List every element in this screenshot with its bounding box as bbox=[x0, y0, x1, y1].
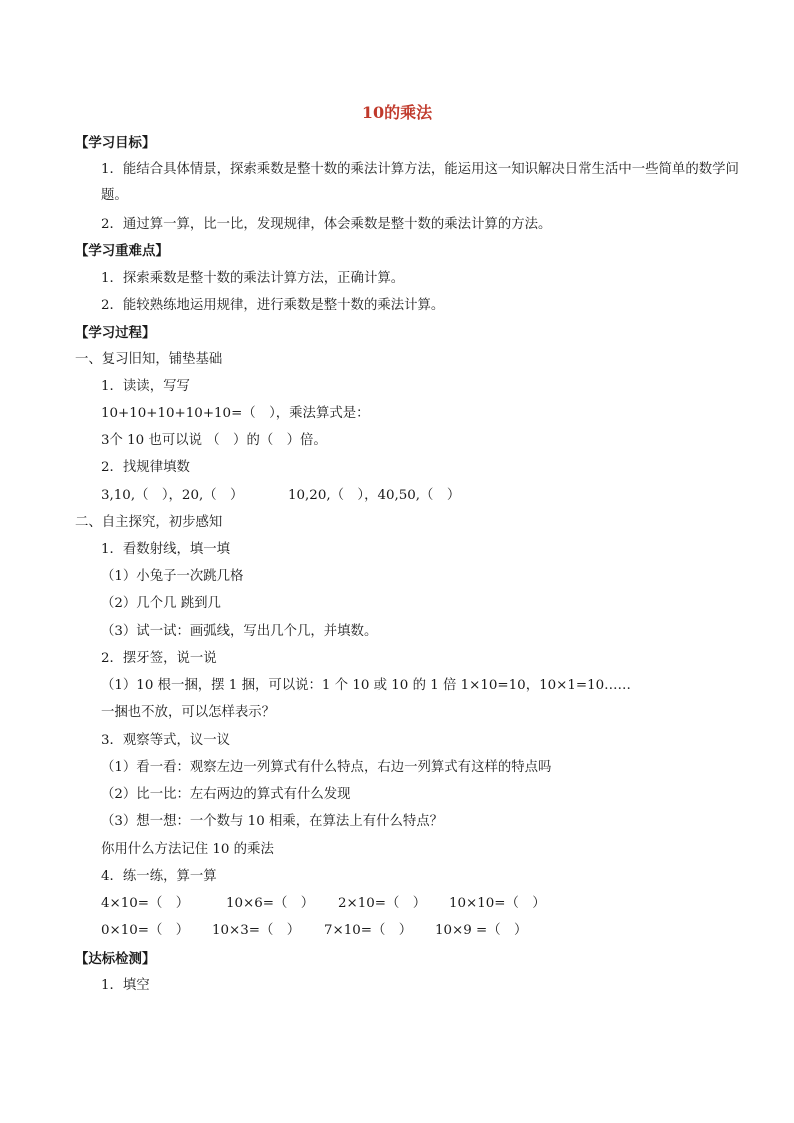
assessment-item-1: 1．填空 bbox=[101, 978, 150, 993]
exercise-r1-c2: 10×6=（ ） bbox=[226, 896, 315, 911]
page-title: 10的乘法 bbox=[361, 103, 433, 122]
exercise-r1-c3: 2×10=（ ） bbox=[338, 896, 427, 911]
part1-q2-seq2: 10,20,（ ），40,50,（ ） bbox=[288, 488, 461, 503]
exercise-r2-c1: 0×10=（ ） bbox=[101, 923, 190, 938]
part2-q3-c: （3）想一想：一个数与 10 相乘，在算法上有什么特点？ bbox=[101, 814, 444, 829]
part2-title: 二、自主探究，初步感知 bbox=[75, 515, 223, 530]
part1-q1: 1．读读，写写 bbox=[101, 379, 190, 394]
part2-q2-b: 一捆也不放，可以怎样表示？ bbox=[101, 705, 276, 720]
section-heading-process: 【学习过程】 bbox=[75, 325, 156, 341]
keypoint-item-1: 1．探索乘数是整十数的乘法计算方法，正确计算。 bbox=[101, 271, 405, 286]
section-heading-assessment: 【达标检测】 bbox=[75, 951, 156, 967]
part2-q3-d: 你用什么方法记住 10 的乘法 bbox=[101, 842, 274, 857]
part2-q1-c: （3）试一试：画弧线，写出几个几，并填数。 bbox=[101, 624, 378, 639]
section-heading-keypoints: 【学习重难点】 bbox=[75, 243, 169, 259]
part2-q4: 4．练一练，算一算 bbox=[101, 869, 217, 884]
part2-q3-b: （2）比一比：左右两边的算式有什么发现 bbox=[101, 787, 351, 802]
section-heading-goals: 【学习目标】 bbox=[75, 135, 156, 151]
part2-q2: 2．摆牙签，说一说 bbox=[101, 651, 217, 666]
keypoint-item-2: 2．能较熟练地运用规律，进行乘数是整十数的乘法计算。 bbox=[101, 298, 445, 313]
exercise-r2-c4: 10×9 =（ ） bbox=[435, 923, 528, 938]
part2-q1-a: （1）小兔子一次跳几格 bbox=[101, 569, 244, 584]
part1-title: 一、复习旧知，铺垫基础 bbox=[75, 352, 223, 367]
exercise-r1-c1: 4×10=（ ） bbox=[101, 896, 190, 911]
part1-q2: 2．找规律填数 bbox=[101, 460, 190, 475]
goal-item-2: 2．通过算一算，比一比，发现规律，体会乘数是整十数的乘法计算的方法。 bbox=[101, 217, 552, 232]
goal-item-1: 1．能结合具体情景，探索乘数是整十数的乘法计算方法，能运用这一知识解决日常生活中一些简单的数学问题。 bbox=[101, 162, 739, 203]
part2-q1: 1．看数射线，填一填 bbox=[101, 542, 231, 557]
part2-q1-b: （2）几个几 跳到几 bbox=[101, 596, 221, 611]
part1-q2-seq1: 3,10,（ ），20,（ ） bbox=[101, 488, 244, 503]
part1-q1-line1: 10+10+10+10+10=（ ），乘法算式是： bbox=[101, 406, 370, 421]
exercise-r1-c4: 10×10=（ ） bbox=[449, 896, 546, 911]
exercise-r2-c3: 7×10=（ ） bbox=[324, 923, 413, 938]
part1-q1-line2: 3个 10 也可以说 （ ）的（ ）倍。 bbox=[101, 433, 327, 448]
part2-q3: 3．观察等式，议一议 bbox=[101, 733, 231, 748]
exercise-r2-c2: 10×3=（ ） bbox=[212, 923, 301, 938]
part2-q2-a: （1）10 根一捆，摆 1 捆，可以说：1 个 10 或 10 的 1 倍 1×10=10，10×1=10…… bbox=[101, 678, 631, 693]
part2-q3-a: （1）看一看：观察左边一列算式有什么特点，右边一列算式有这样的特点吗 bbox=[101, 760, 552, 775]
